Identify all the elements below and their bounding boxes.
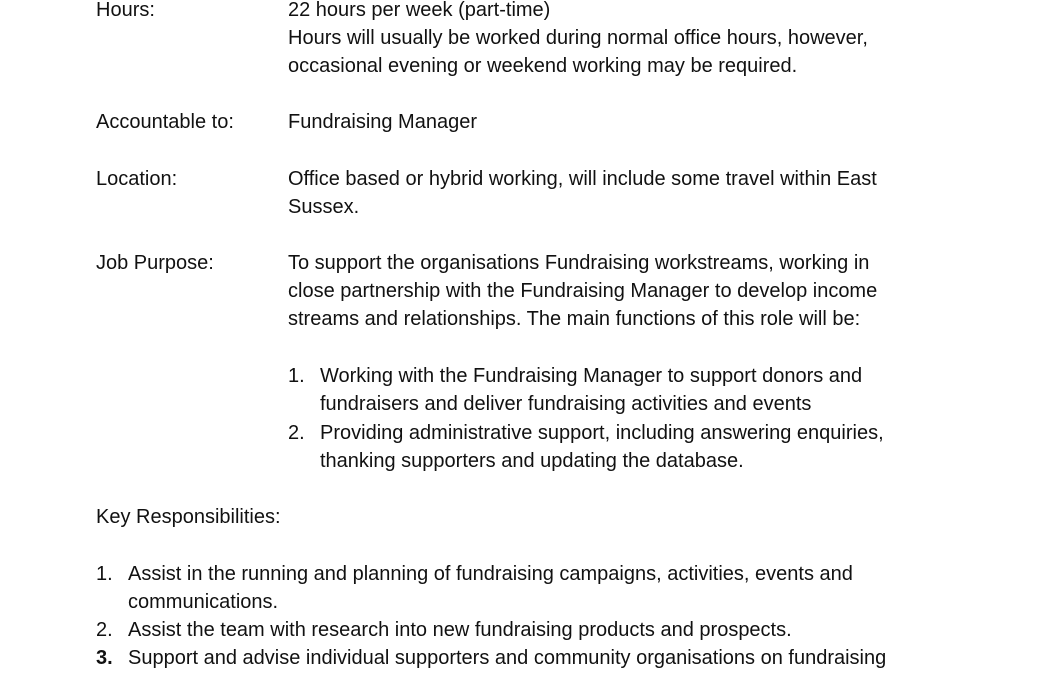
location-value-line: Office based or hybrid working, will include some travel within East xyxy=(288,168,877,190)
hours-detail-line: occasional evening or weekend working may be required. xyxy=(288,55,798,77)
function-item-line: Working with the Fundraising Manager to support donors and xyxy=(320,365,863,387)
hours-label: Hours: xyxy=(96,0,155,21)
responsibility-number: 1. xyxy=(96,563,113,585)
accountable-label: Accountable to: xyxy=(96,111,234,133)
job-purpose-label: Job Purpose: xyxy=(96,252,214,274)
responsibility-number: 2. xyxy=(96,619,113,641)
responsibility-item-line: communications. xyxy=(128,591,279,613)
function-item-line: fundraisers and deliver fundraising activities and events xyxy=(320,393,812,415)
job-purpose-line: close partnership with the Fundraising Manager to develop income xyxy=(288,280,878,302)
hours-detail-line: Hours will usually be worked during normal office hours, however, xyxy=(288,27,868,49)
function-item-line: Providing administrative support, including answering enquiries, xyxy=(320,422,884,444)
function-number: 1. xyxy=(288,365,305,387)
accountable-value: Fundraising Manager xyxy=(288,111,477,133)
hours-value: 22 hours per week (part-time) xyxy=(288,0,551,21)
responsibility-item-line: Assist in the running and planning of fundraising campaigns, activities, events and xyxy=(128,563,853,585)
job-purpose-line: streams and relationships. The main functions of this role will be: xyxy=(288,308,861,330)
responsibility-item-line: Support and advise individual supporters and community organisations on fundraising xyxy=(128,647,887,669)
responsibility-number: 3. xyxy=(96,647,113,669)
responsibility-item-line: Assist the team with research into new fundraising products and prospects. xyxy=(128,619,792,641)
location-value-line: Sussex. xyxy=(288,196,360,218)
location-label: Location: xyxy=(96,168,178,190)
key-responsibilities-heading: Key Responsibilities: xyxy=(96,506,281,528)
job-purpose-line: To support the organisations Fundraising workstreams, working in xyxy=(288,252,870,274)
function-item-line: thanking supporters and updating the database. xyxy=(320,450,744,472)
function-number: 2. xyxy=(288,422,305,444)
